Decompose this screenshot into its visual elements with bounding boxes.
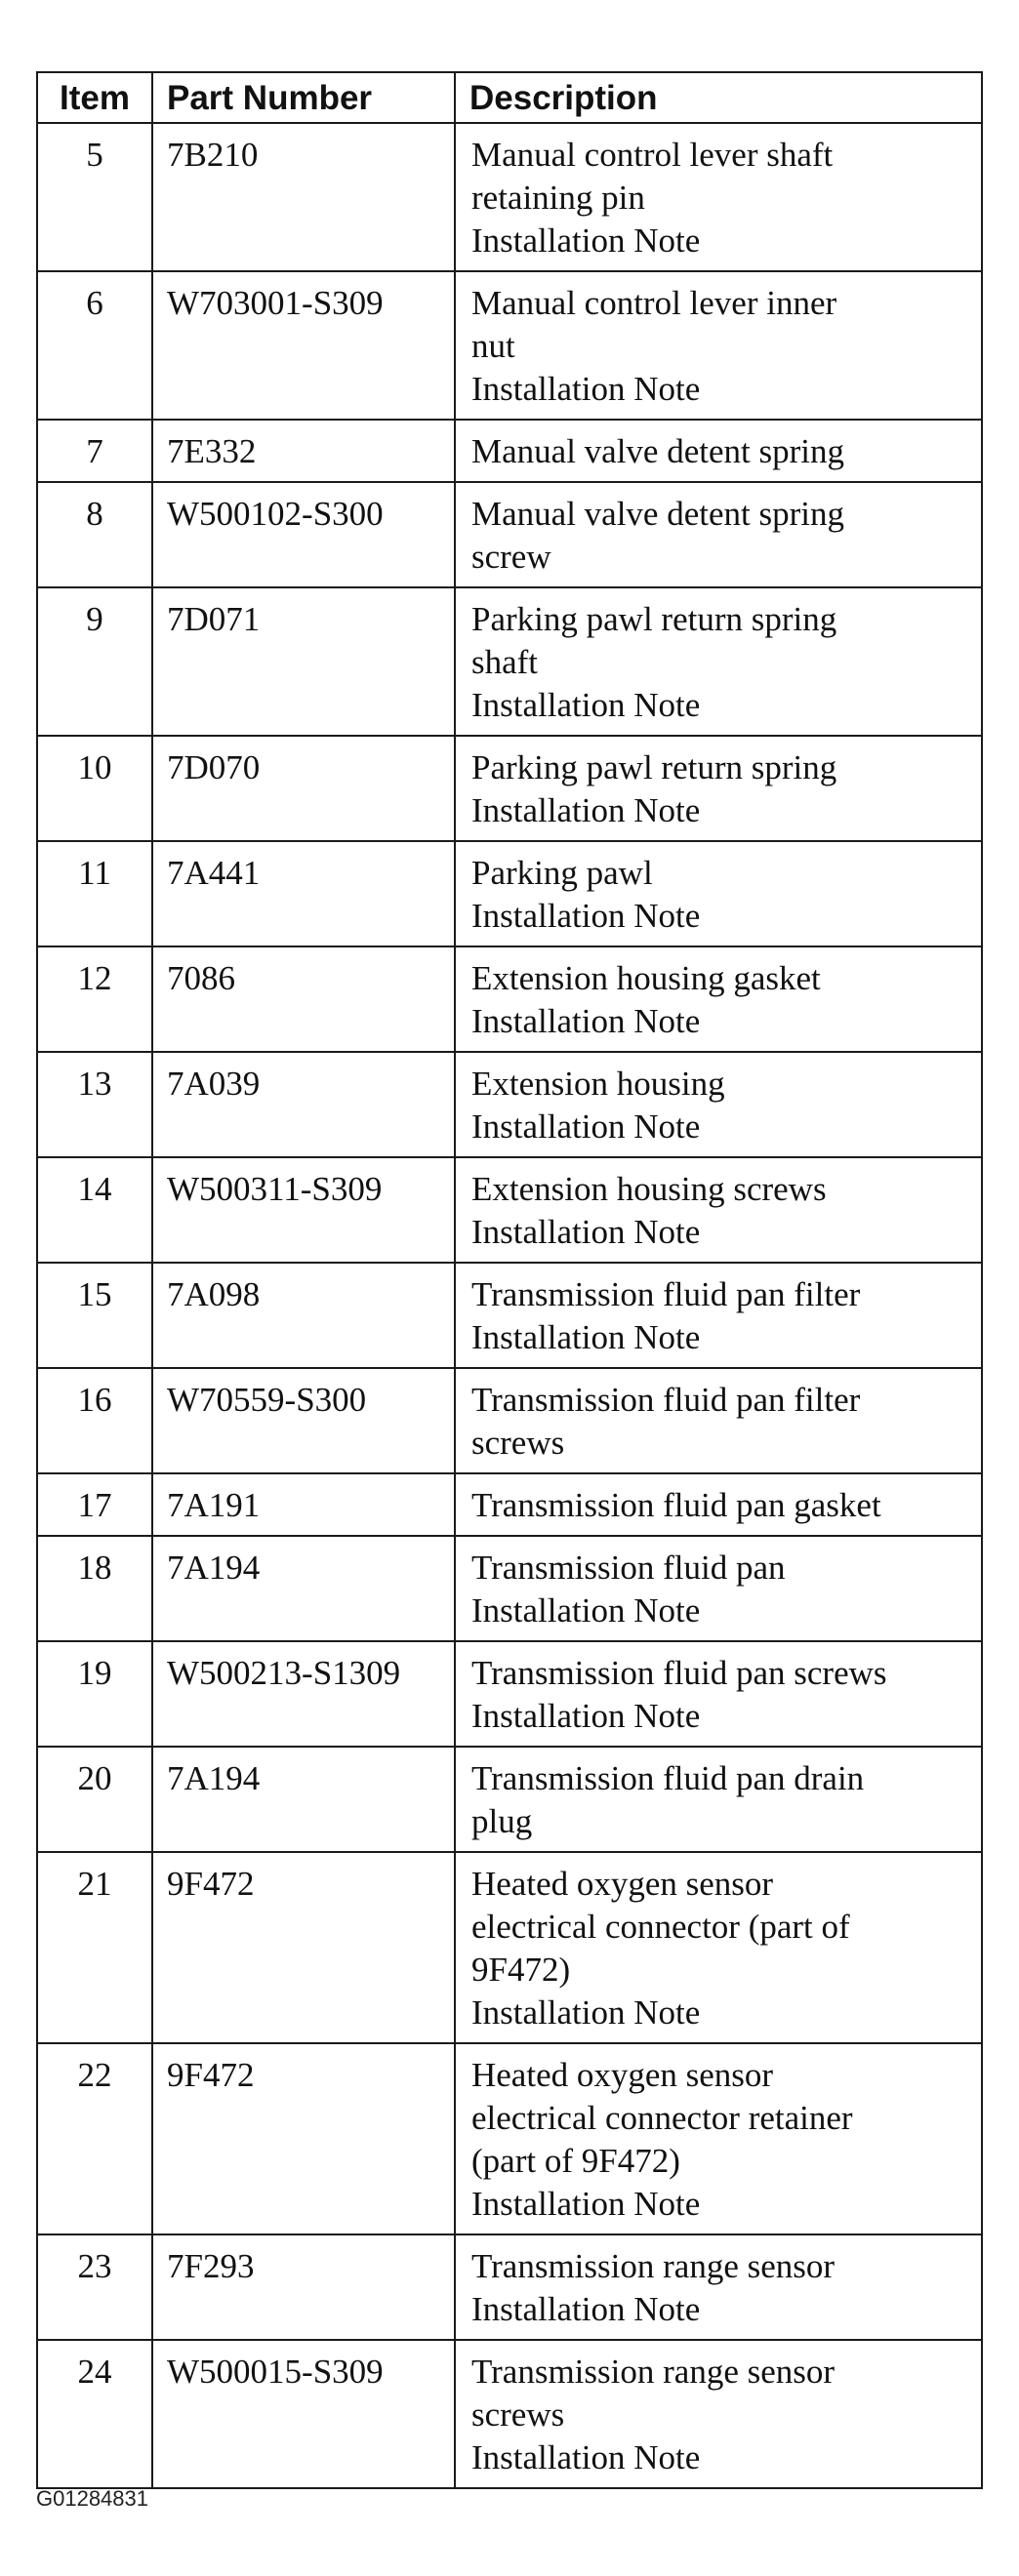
description xyxy=(455,2234,982,2340)
parts-table xyxy=(36,71,983,2489)
header-part-number: Part Number xyxy=(152,72,455,123)
description-line: Transmission range sensor xyxy=(471,2353,836,2391)
part-number: W703001-S309 xyxy=(152,271,455,420)
part-number: W500213-S1309 xyxy=(152,1641,455,1747)
description-line: Installation Note xyxy=(471,1993,701,2032)
table-row xyxy=(37,271,982,420)
description-line: screws xyxy=(471,1424,565,1462)
header-row xyxy=(37,72,982,123)
item-number: 5 xyxy=(37,123,152,271)
table-row xyxy=(37,2340,982,2488)
description xyxy=(455,1157,982,1263)
description-line: Parking pawl return spring xyxy=(471,748,837,786)
description-line: Installation Note xyxy=(471,1107,701,1146)
description-line: Transmission fluid pan xyxy=(471,1549,786,1587)
item-number: 16 xyxy=(37,1368,152,1473)
description xyxy=(455,1263,982,1368)
part-number: 7086 xyxy=(152,946,455,1052)
description-line: electrical connector (part of xyxy=(471,1908,850,1946)
description-line: electrical connector retainer xyxy=(471,2099,853,2137)
description-line: plug xyxy=(471,1802,533,1840)
item-number: 14 xyxy=(37,1157,152,1263)
description-line: Installation Note xyxy=(471,1591,701,1630)
description-line: Installation Note xyxy=(471,2290,701,2328)
part-number: 7A441 xyxy=(152,841,455,946)
description-line: 9F472) xyxy=(471,1951,571,1989)
description-line: screw xyxy=(471,538,551,576)
description xyxy=(455,123,982,271)
header-item: Item xyxy=(37,72,152,123)
description-line: Parking pawl xyxy=(471,854,653,892)
description xyxy=(455,841,982,946)
description-line: Parking pawl return spring xyxy=(471,600,837,638)
description-line: Installation Note xyxy=(471,1697,701,1735)
table-row xyxy=(37,587,982,736)
description-line: Extension housing xyxy=(471,1065,725,1103)
item-number: 8 xyxy=(37,482,152,587)
description-line: Installation Note xyxy=(471,221,701,260)
item-number: 7 xyxy=(37,420,152,482)
part-number: 7A194 xyxy=(152,1536,455,1641)
table-row xyxy=(37,1747,982,1852)
table-row xyxy=(37,2043,982,2234)
item-number: 12 xyxy=(37,946,152,1052)
item-number: 23 xyxy=(37,2234,152,2340)
part-number: 7A039 xyxy=(152,1052,455,1157)
table-row xyxy=(37,1368,982,1473)
description-line: shaft xyxy=(471,643,539,681)
description xyxy=(455,1473,982,1536)
table-header xyxy=(37,72,982,123)
table-row xyxy=(37,1641,982,1747)
item-number: 9 xyxy=(37,587,152,736)
item-number: 22 xyxy=(37,2043,152,2234)
table-row xyxy=(37,1263,982,1368)
table-row xyxy=(37,2234,982,2340)
table-row xyxy=(37,1536,982,1641)
part-number: 7A191 xyxy=(152,1473,455,1536)
part-number: W500015-S309 xyxy=(152,2340,455,2488)
description-line: (part of 9F472) xyxy=(471,2142,680,2180)
description-line: nut xyxy=(471,327,515,365)
description-line: Transmission fluid pan screws xyxy=(471,1654,887,1692)
description xyxy=(455,420,982,482)
description-line: Heated oxygen sensor xyxy=(471,2056,774,2094)
item-number: 19 xyxy=(37,1641,152,1747)
table-row xyxy=(37,123,982,271)
description xyxy=(455,1536,982,1641)
item-number: 10 xyxy=(37,736,152,841)
table-row xyxy=(37,736,982,841)
table-row xyxy=(37,1473,982,1536)
description-line: Manual valve detent spring xyxy=(471,495,844,533)
item-number: 18 xyxy=(37,1536,152,1641)
item-number: 11 xyxy=(37,841,152,946)
table-row xyxy=(37,1052,982,1157)
description xyxy=(455,587,982,736)
description-line: Extension housing screws xyxy=(471,1170,827,1208)
description xyxy=(455,736,982,841)
description-line: Installation Note xyxy=(471,1318,701,1356)
description-line: retaining pin xyxy=(471,179,645,217)
part-number: 7D071 xyxy=(152,587,455,736)
description-line: Installation Note xyxy=(471,791,701,829)
description-line: Manual control lever inner xyxy=(471,284,837,322)
description-line: Installation Note xyxy=(471,1002,701,1040)
description-line: screws xyxy=(471,2395,565,2434)
part-number: 7E332 xyxy=(152,420,455,482)
description-line: Installation Note xyxy=(471,897,701,935)
part-number: W500311-S309 xyxy=(152,1157,455,1263)
description-line: Transmission fluid pan gasket xyxy=(471,1486,881,1524)
description xyxy=(455,2340,982,2488)
description xyxy=(455,1641,982,1747)
item-number: 20 xyxy=(37,1747,152,1852)
item-number: 6 xyxy=(37,271,152,420)
item-number: 24 xyxy=(37,2340,152,2488)
item-number: 17 xyxy=(37,1473,152,1536)
description-line: Installation Note xyxy=(471,370,701,408)
description xyxy=(455,1368,982,1473)
description-line: Transmission fluid pan filter xyxy=(471,1381,861,1419)
description-line: Manual valve detent spring xyxy=(471,432,844,470)
description-line: Installation Note xyxy=(471,1213,701,1251)
description xyxy=(455,2043,982,2234)
table-row xyxy=(37,482,982,587)
description xyxy=(455,482,982,587)
table-row xyxy=(37,420,982,482)
description-line: Extension housing gasket xyxy=(471,959,821,997)
part-number: 7D070 xyxy=(152,736,455,841)
description-line: Installation Note xyxy=(471,2438,701,2476)
table-row xyxy=(37,1157,982,1263)
part-number: W500102-S300 xyxy=(152,482,455,587)
description xyxy=(455,1852,982,2043)
part-number: 7A098 xyxy=(152,1263,455,1368)
item-number: 13 xyxy=(37,1052,152,1157)
description xyxy=(455,1052,982,1157)
table-body xyxy=(37,123,982,2488)
description-line: Installation Note xyxy=(471,686,701,724)
figure-id: G01284831 xyxy=(36,2486,148,2511)
description-line: Transmission range sensor xyxy=(471,2247,836,2285)
description-line: Heated oxygen sensor xyxy=(471,1865,774,1903)
description-line: Installation Note xyxy=(471,2185,701,2223)
description-line: Transmission fluid pan drain xyxy=(471,1759,865,1797)
part-number: 7F293 xyxy=(152,2234,455,2340)
table-row xyxy=(37,1852,982,2043)
item-number: 21 xyxy=(37,1852,152,2043)
item-number: 15 xyxy=(37,1263,152,1368)
part-number: 7B210 xyxy=(152,123,455,271)
description xyxy=(455,1747,982,1852)
part-number: 9F472 xyxy=(152,2043,455,2234)
description xyxy=(455,271,982,420)
description xyxy=(455,946,982,1052)
table-row xyxy=(37,841,982,946)
header-description: Description xyxy=(455,72,982,123)
table-row xyxy=(37,946,982,1052)
description-line: Transmission fluid pan filter xyxy=(471,1275,861,1313)
part-number: W70559-S300 xyxy=(152,1368,455,1473)
part-number: 9F472 xyxy=(152,1852,455,2043)
description-line: Manual control lever shaft xyxy=(471,136,834,174)
part-number: 7A194 xyxy=(152,1747,455,1852)
